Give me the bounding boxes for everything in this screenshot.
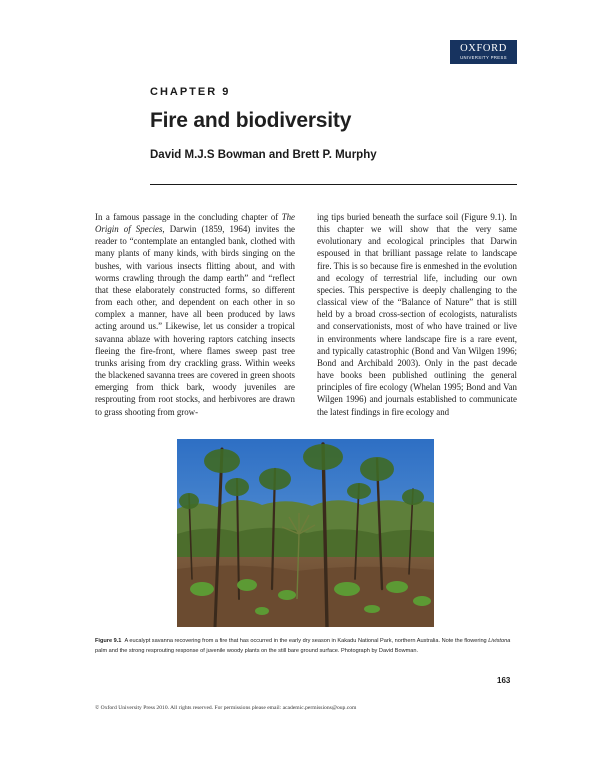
figure-caption <box>95 637 518 656</box>
copyright-footer: © Oxford University Press 2010. All rights reserved. For permissions please email: academic.permissions@oup.com <box>95 705 357 711</box>
savanna-photo-illustration <box>177 439 434 627</box>
caption-italic: Livistona <box>488 638 511 644</box>
chapter-title: Fire and biodiversity <box>150 109 352 132</box>
page-number: 163 <box>497 676 511 685</box>
logo-line2: UNIVERSITY PRESS <box>460 55 507 60</box>
body-column-left <box>95 211 295 418</box>
chapter-label: CHAPTER 9 <box>150 86 231 98</box>
logo-line1: OXFORD <box>460 43 507 54</box>
body-column-right <box>317 211 517 418</box>
book-title-italic: The Origin of Species <box>95 212 295 235</box>
header-rule <box>150 184 517 185</box>
figure-label: Figure 9.1 <box>95 638 122 644</box>
left-text-rest: , Darwin (1859, 1964) invites the reader to “contemplate an entangled bank, clothed with many plants of many kinds, with birds singing on the bushes, with various insects flitting about, and with worms crawling through the damp earth” and “reflect that these elaborately constructed forms, so different from each other, and dependent on each other in so complex a manner, have all been produced by laws acting around us.” Likewise, let us consider a tropical savanna ablaze with hovering raptors catching insects fleeing the fire-front, where flames sweep past tree trunks arising from dry crackling grass. Within weeks the blackened savanna trees are covered in green shoots emerging from thick bark, woody juveniles are resprouting from root stocks, and herbivores are drawn to grass shooting from grow- <box>95 224 295 417</box>
body-paragraph-right: ing tips buried beneath the surface soil (Figure 9.1). In this chapter we will show that the very same evolutionary and ecological principles that Darwin espoused in that brilliant passage relate to landscape fire. This is so because fire is enmeshed in the evolution and ecology of terrestrial life, including our own species. This perspective is deeply challenging to the classical view of the “Balance of Nature” that is still held by a broad cross-section of ecologists, naturalists and conservationists, most of who have trained or live in environments where landscape fire is a rare event, and typically catastrophic (Bond and Van Wilgen 1996; Bond and Archibald 2003). Only in the past decade have books been published outlining the general principles of fire ecology (Whelan 1995; Bond and Van Wilgen 1996) and journals established to communicate the latest findings in fire ecology and <box>317 212 517 417</box>
oxford-logo <box>450 40 517 64</box>
savanna-photograph <box>177 439 434 627</box>
caption-text-1: A eucalypt savanna recovering from a fire that has occurred in the early dry season in Kakadu National Park, northern Australia. Note the flowering <box>124 638 489 644</box>
caption-text-2: palm and the strong resprouting response of juvenile woody plants on the still bare ground surface. Photograph by David Bowman. <box>95 647 419 654</box>
chapter-authors: David M.J.S Bowman and Brett P. Murphy <box>150 149 377 161</box>
left-text-start: In a famous passage in the concluding chapter of <box>95 212 282 222</box>
body-paragraph-left <box>95 211 295 418</box>
